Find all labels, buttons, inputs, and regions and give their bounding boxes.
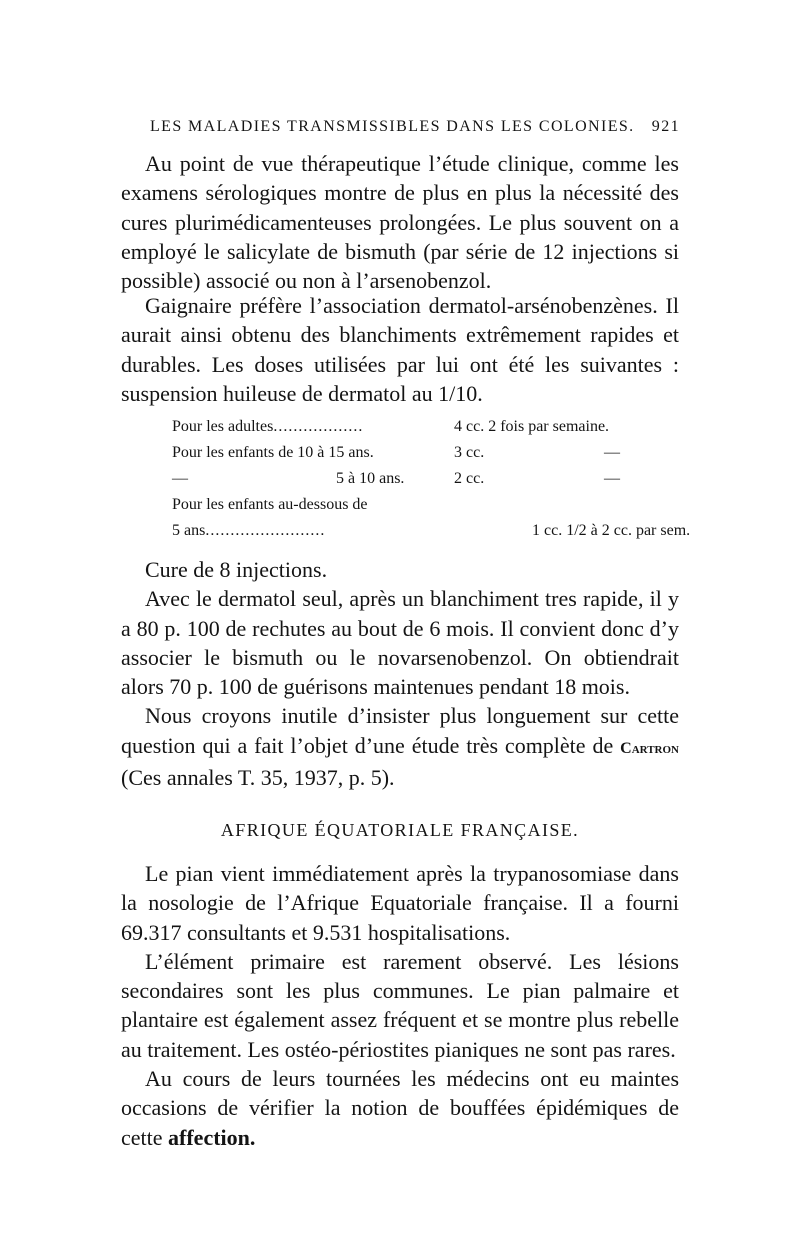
dosage-label: Pour les enfants de 10 à 15 ans. xyxy=(172,444,374,461)
author-name: Cartron xyxy=(620,739,679,757)
age-range: 5 à 10 ans. xyxy=(336,470,405,487)
therapy-intro xyxy=(121,149,679,295)
paragraph-dermatol: Avec le dermatol seul, après un blanchiment tres rapide, il y a 80 p. 100 de rechutes au bout de 6 mois. Il convient donc d’y associer le bismuth ou le novarsenobenzol. On obtiendrait alors 70 p. 100 de guérisons maintenues pendant 18 mois. xyxy=(121,586,679,700)
page-number: 921 xyxy=(651,118,680,135)
dosage-row-under-5 xyxy=(172,518,691,544)
paragraph-gaignaire: Gaignaire préfère l’association dermatol-arsénobenzènes. Il aurait ainsi obtenu des blanchiments extrêmement rapides et durables. Les doses utilisées par lui ont été les suivantes : suspension huileuse de dermatol au 1/10. xyxy=(121,293,679,406)
dosage-value: 4 cc. 2 fois par semaine. xyxy=(454,418,610,435)
ditto-mark: — xyxy=(604,470,620,487)
dosage-row-adults xyxy=(172,414,662,440)
paragraph-lesions: L’élément primaire est rarement observé. Les lésions secondaires sont les plus communes. Le pian palmaire et plantaire est également assez fréquent et se montre plus rebelle au traitement. Les ostéo-périostites pianiques ne sont pas rares. xyxy=(121,948,679,1062)
dosage-row-under-5-label xyxy=(172,492,662,518)
paragraph-therapy: Au point de vue thérapeutique l’étude clinique, comme les examens sérologiques montre de plus en plus la nécessité des cures plurimédicamenteuses prolongées. Le plus souvent on a employé le salicylate de bismuth (par série de 12 injections si possible) associé ou non à l’arsenobenzol. xyxy=(121,151,679,294)
running-title: LES MALADIES TRANSMISSIBLES DANS LES COLONIES. xyxy=(150,118,635,135)
paragraph-cure: Cure de 8 injections. xyxy=(145,557,328,582)
dosage-table xyxy=(172,414,691,544)
dosage-value: 2 cc. xyxy=(454,470,485,487)
gaignaire-section xyxy=(121,291,679,408)
ditto-mark: — xyxy=(172,470,188,487)
section-heading: AFRIQUE ÉQUATORIALE FRANÇAISE. xyxy=(220,820,580,840)
ditto-mark: — xyxy=(604,444,620,461)
paragraph-tours xyxy=(121,1064,679,1152)
cure-section xyxy=(121,555,679,792)
dosage-label: 5 ans xyxy=(172,522,206,539)
dot-leader: ........................ xyxy=(205,522,326,539)
paragraph-cartron-text: Nous croyons inutile d’insister plus longuement sur cette question qui a fait l’objet d’une étude très complète de xyxy=(121,703,679,758)
dosage-value: 1 cc. 1/2 à 2 cc. par sem. xyxy=(532,522,691,539)
paragraph-tours-end: affection. xyxy=(168,1124,256,1150)
dosage-row-children-10-15 xyxy=(172,440,662,466)
dosage-value: 3 cc. xyxy=(454,444,485,461)
dosage-row-children-5-10 xyxy=(172,466,662,492)
dosage-label: Pour les adultes xyxy=(172,418,274,435)
paragraph-pian: Le pian vient immédiatement après la trypanosomiase dans la nosologie de l’Afrique Equatoriale française. Il a fourni 69.317 consultants et 9.531 hospitalisations. xyxy=(121,861,679,945)
aef-section xyxy=(121,859,679,1152)
dot-leader: .................. xyxy=(273,418,364,435)
paragraph-tours-text: Au cours de leurs tournées les médecins ont eu maintes occasions de vérifier la notion de bouffées épidémiques de cette xyxy=(121,1066,679,1150)
dosage-label: Pour les enfants au-dessous de xyxy=(172,496,368,513)
paragraph-cartron-ref: (Ces annales T. 35, 1937, p. 5). xyxy=(121,765,395,791)
paragraph-cartron xyxy=(121,701,679,792)
